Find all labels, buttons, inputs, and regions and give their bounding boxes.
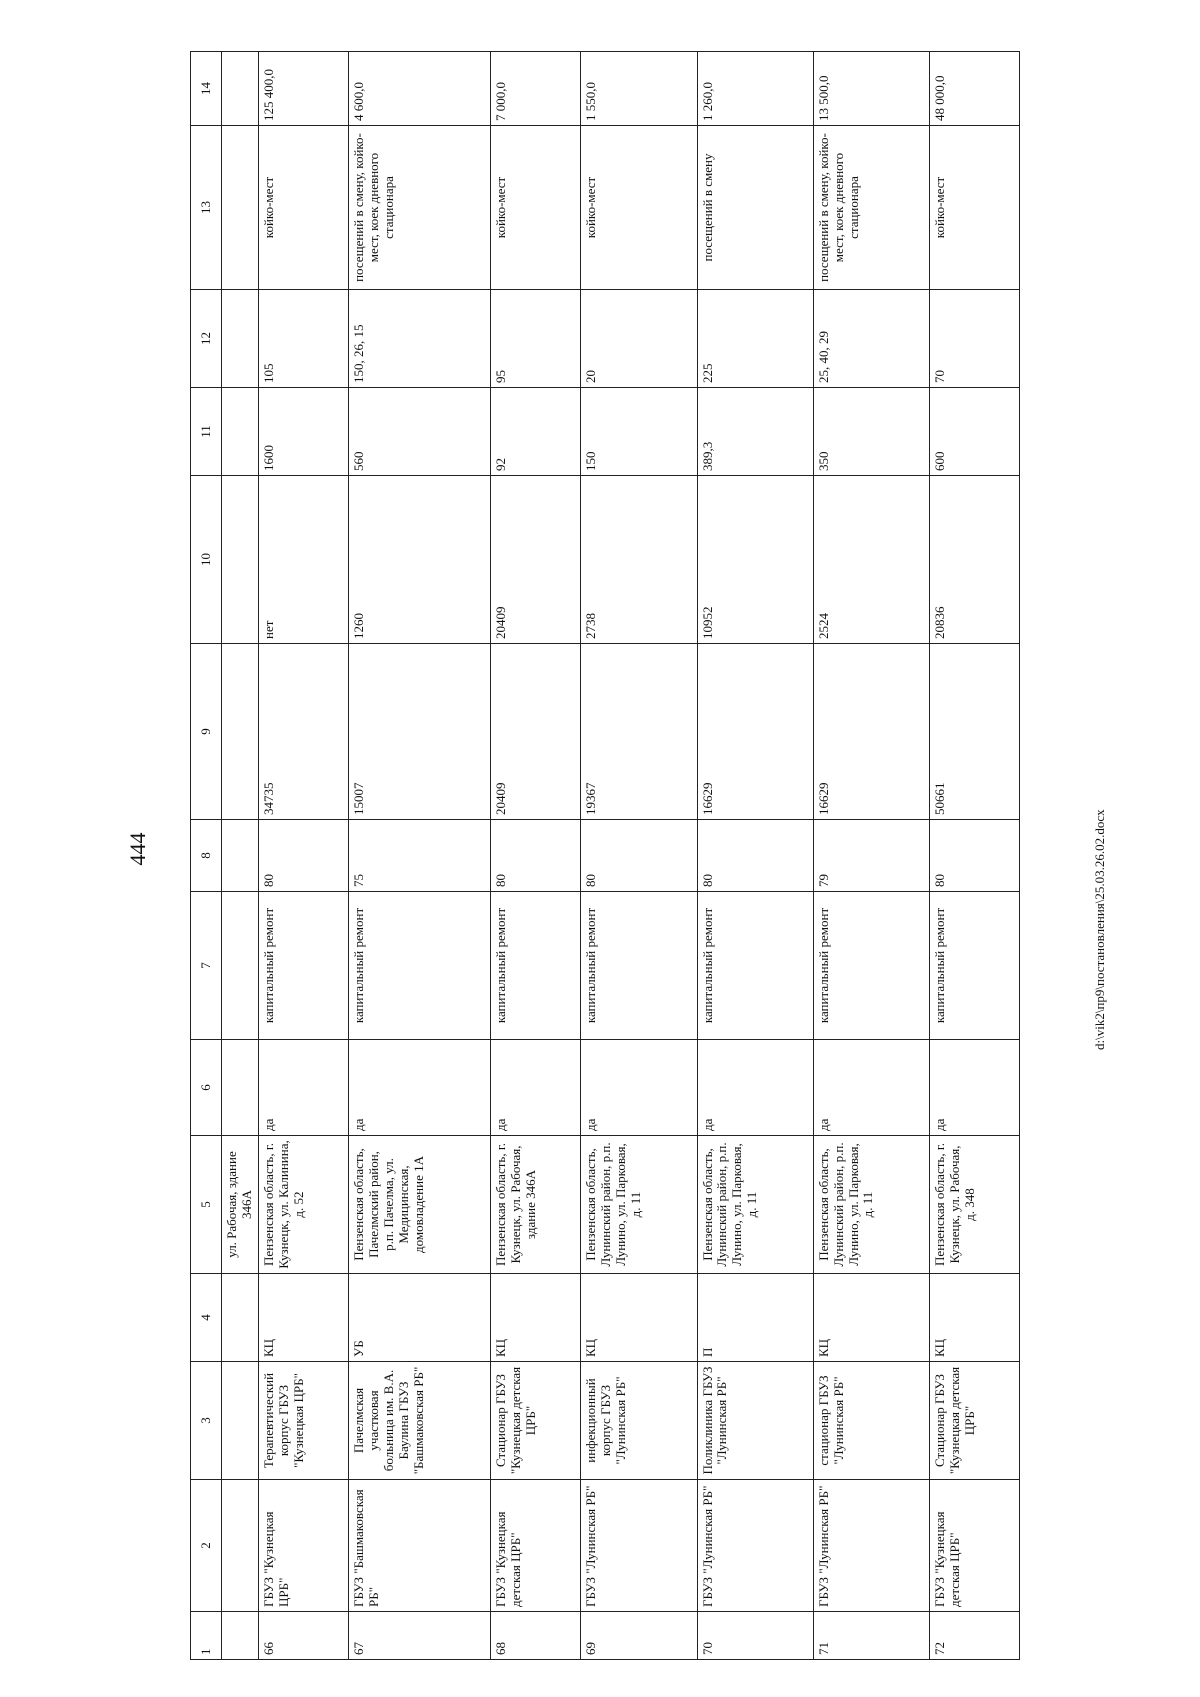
col-11-value: 92 bbox=[491, 388, 581, 476]
col-8-value: 79 bbox=[813, 820, 929, 892]
table-row bbox=[349, 52, 491, 1660]
continuation-address: ул. Рабочая, здание 346А bbox=[222, 1136, 259, 1274]
amount-value: 125 400,0 bbox=[259, 52, 349, 126]
facility-type: КЦ bbox=[581, 1274, 697, 1362]
row-number: 67 bbox=[349, 1612, 491, 1660]
table-row bbox=[581, 52, 697, 1660]
col-12-value: 105 bbox=[259, 290, 349, 388]
table-row bbox=[813, 52, 929, 1660]
facility-name: Поликлиника ГБУЗ "Лунинская РБ" bbox=[697, 1362, 813, 1480]
facility-address: Пензенская область, г. Кузнецк, ул. Рабочая, здание 346А bbox=[491, 1136, 581, 1274]
col-10-value: нет bbox=[259, 476, 349, 644]
flag-value: да bbox=[697, 1040, 813, 1136]
col-10-value: 10952 bbox=[697, 476, 813, 644]
header-cell: 2 bbox=[191, 1480, 222, 1612]
col-12-value: 25, 40, 29 bbox=[813, 290, 929, 388]
col-9-value: 50661 bbox=[929, 644, 1019, 820]
data-table bbox=[190, 51, 1020, 1660]
header-cell: 4 bbox=[191, 1274, 222, 1362]
row-number: 66 bbox=[259, 1612, 349, 1660]
col-8-value: 80 bbox=[697, 820, 813, 892]
flag-value: да bbox=[929, 1040, 1019, 1136]
header-cell: 6 bbox=[191, 1040, 222, 1136]
organization-name: ГБУЗ "Башмаковская РБ" bbox=[349, 1480, 491, 1612]
continuation-row bbox=[222, 52, 259, 1660]
page-number: 444 bbox=[125, 832, 150, 866]
header-cell: 10 bbox=[191, 476, 222, 644]
capacity-unit: койко-мест bbox=[929, 126, 1019, 290]
facility-name: Стационар ГБУЗ "Кузнецкая детская ЦРБ" bbox=[491, 1362, 581, 1480]
work-type: капитальный ремонт bbox=[813, 892, 929, 1040]
facility-type: КЦ bbox=[929, 1274, 1019, 1362]
col-12-value: 150, 26, 15 bbox=[349, 290, 491, 388]
facility-type: УБ bbox=[349, 1274, 491, 1362]
col-10-value: 2524 bbox=[813, 476, 929, 644]
col-8-value: 80 bbox=[929, 820, 1019, 892]
col-11-value: 150 bbox=[581, 388, 697, 476]
row-number: 70 bbox=[697, 1612, 813, 1660]
col-12-value: 70 bbox=[929, 290, 1019, 388]
flag-value: да bbox=[259, 1040, 349, 1136]
header-cell: 5 bbox=[191, 1136, 222, 1274]
facility-type: П bbox=[697, 1274, 813, 1362]
footer-file-path: d:\vik2\пр9\постановления\25.03.26.02.docx bbox=[1092, 809, 1107, 1050]
facility-address: Пензенская область, г. Кузнецк, ул. Рабочая, д. 348 bbox=[929, 1136, 1019, 1274]
facility-type: КЦ bbox=[813, 1274, 929, 1362]
work-type: капитальный ремонт bbox=[581, 892, 697, 1040]
col-8-value: 75 bbox=[349, 820, 491, 892]
work-type: капитальный ремонт bbox=[491, 892, 581, 1040]
col-12-value: 95 bbox=[491, 290, 581, 388]
facility-address: Пензенская область, Пачелмский район, р.п. Пачелма, ул. Медицинская, домовладение 1А bbox=[349, 1136, 491, 1274]
facility-type: КЦ bbox=[259, 1274, 349, 1362]
capacity-unit: койко-мест bbox=[581, 126, 697, 290]
amount-value: 1 260,0 bbox=[697, 52, 813, 126]
row-number: 71 bbox=[813, 1612, 929, 1660]
flag-value: да bbox=[813, 1040, 929, 1136]
col-9-value: 16629 bbox=[813, 644, 929, 820]
capacity-unit: посещений в смену, койко-мест, коек дневного стационара bbox=[349, 126, 491, 290]
amount-value: 4 600,0 bbox=[349, 52, 491, 126]
col-12-value: 225 bbox=[697, 290, 813, 388]
facility-name: Стационар ГБУЗ "Кузнецкая детская ЦРБ" bbox=[929, 1362, 1019, 1480]
capacity-unit: койко-мест bbox=[259, 126, 349, 290]
capacity-unit: койко-мест bbox=[491, 126, 581, 290]
work-type: капитальный ремонт bbox=[259, 892, 349, 1040]
header-cell: 7 bbox=[191, 892, 222, 1040]
header-row bbox=[191, 52, 222, 1660]
facility-address: Пензенская область, Лунинский район, р.п. Лунино, ул. Парковая, д. 11 bbox=[581, 1136, 697, 1274]
table-row bbox=[929, 52, 1019, 1660]
table-row bbox=[491, 52, 581, 1660]
header-cell: 8 bbox=[191, 820, 222, 892]
facility-name: стационар ГБУЗ "Лунинская РБ" bbox=[813, 1362, 929, 1480]
header-cell: 11 bbox=[191, 388, 222, 476]
row-number: 68 bbox=[491, 1612, 581, 1660]
header-cell: 3 bbox=[191, 1362, 222, 1480]
facility-address: Пензенская область, г. Кузнецк, ул. Калинина, д. 52 bbox=[259, 1136, 349, 1274]
header-cell: 9 bbox=[191, 644, 222, 820]
facility-name: инфекционный корпус ГБУЗ "Лунинская РБ" bbox=[581, 1362, 697, 1480]
col-9-value: 34735 bbox=[259, 644, 349, 820]
col-9-value: 16629 bbox=[697, 644, 813, 820]
organization-name: ГБУЗ "Кузнецкая детская ЦРБ" bbox=[929, 1480, 1019, 1612]
col-8-value: 80 bbox=[259, 820, 349, 892]
organization-name: ГБУЗ "Кузнецкая детская ЦРБ" bbox=[491, 1480, 581, 1612]
work-type: капитальный ремонт bbox=[349, 892, 491, 1040]
col-10-value: 1260 bbox=[349, 476, 491, 644]
col-9-value: 19367 bbox=[581, 644, 697, 820]
col-11-value: 1600 bbox=[259, 388, 349, 476]
header-cell: 14 bbox=[191, 52, 222, 126]
organization-name: ГБУЗ "Кузнецкая ЦРБ" bbox=[259, 1480, 349, 1612]
col-9-value: 15007 bbox=[349, 644, 491, 820]
col-9-value: 20409 bbox=[491, 644, 581, 820]
facility-type: КЦ bbox=[491, 1274, 581, 1362]
col-11-value: 600 bbox=[929, 388, 1019, 476]
header-cell: 1 bbox=[191, 1612, 222, 1660]
table-body bbox=[191, 52, 1020, 1660]
work-type: капитальный ремонт bbox=[929, 892, 1019, 1040]
facility-address: Пензенская область, Лунинский район, р.п. Лунино, ул. Парковая, д. 11 bbox=[697, 1136, 813, 1274]
capacity-unit: посещений в смену, койко-мест, коек дневного стационара bbox=[813, 126, 929, 290]
header-cell: 13 bbox=[191, 126, 222, 290]
amount-value: 1 550,0 bbox=[581, 52, 697, 126]
col-8-value: 80 bbox=[581, 820, 697, 892]
organization-name: ГБУЗ "Лунинская РБ" bbox=[697, 1480, 813, 1612]
header-cell: 12 bbox=[191, 290, 222, 388]
table-row bbox=[259, 52, 349, 1660]
row-number: 69 bbox=[581, 1612, 697, 1660]
table-wrapper bbox=[190, 52, 1020, 1660]
flag-value: да bbox=[491, 1040, 581, 1136]
flag-value: да bbox=[581, 1040, 697, 1136]
organization-name: ГБУЗ "Лунинская РБ" bbox=[581, 1480, 697, 1612]
col-11-value: 389,3 bbox=[697, 388, 813, 476]
work-type: капитальный ремонт bbox=[697, 892, 813, 1040]
facility-address: Пензенская область, Лунинский район, р.п. Лунино, ул. Парковая, д. 11 bbox=[813, 1136, 929, 1274]
col-12-value: 20 bbox=[581, 290, 697, 388]
organization-name: ГБУЗ "Лунинская РБ" bbox=[813, 1480, 929, 1612]
col-10-value: 20409 bbox=[491, 476, 581, 644]
col-8-value: 80 bbox=[491, 820, 581, 892]
flag-value: да bbox=[349, 1040, 491, 1136]
amount-value: 7 000,0 bbox=[491, 52, 581, 126]
col-10-value: 2738 bbox=[581, 476, 697, 644]
amount-value: 13 500,0 bbox=[813, 52, 929, 126]
rotated-table-container bbox=[190, 52, 1020, 1660]
capacity-unit: посещений в смену bbox=[697, 126, 813, 290]
row-number: 72 bbox=[929, 1612, 1019, 1660]
facility-name: Пачелмская участковая больница им. В.А. Баулина ГБУЗ "Башмаковская РБ" bbox=[349, 1362, 491, 1480]
table-row bbox=[697, 52, 813, 1660]
facility-name: Терапевтический корпус ГБУЗ "Кузнецкая ЦРБ" bbox=[259, 1362, 349, 1480]
amount-value: 48 000,0 bbox=[929, 52, 1019, 126]
col-10-value: 20836 bbox=[929, 476, 1019, 644]
col-11-value: 350 bbox=[813, 388, 929, 476]
col-11-value: 560 bbox=[349, 388, 491, 476]
